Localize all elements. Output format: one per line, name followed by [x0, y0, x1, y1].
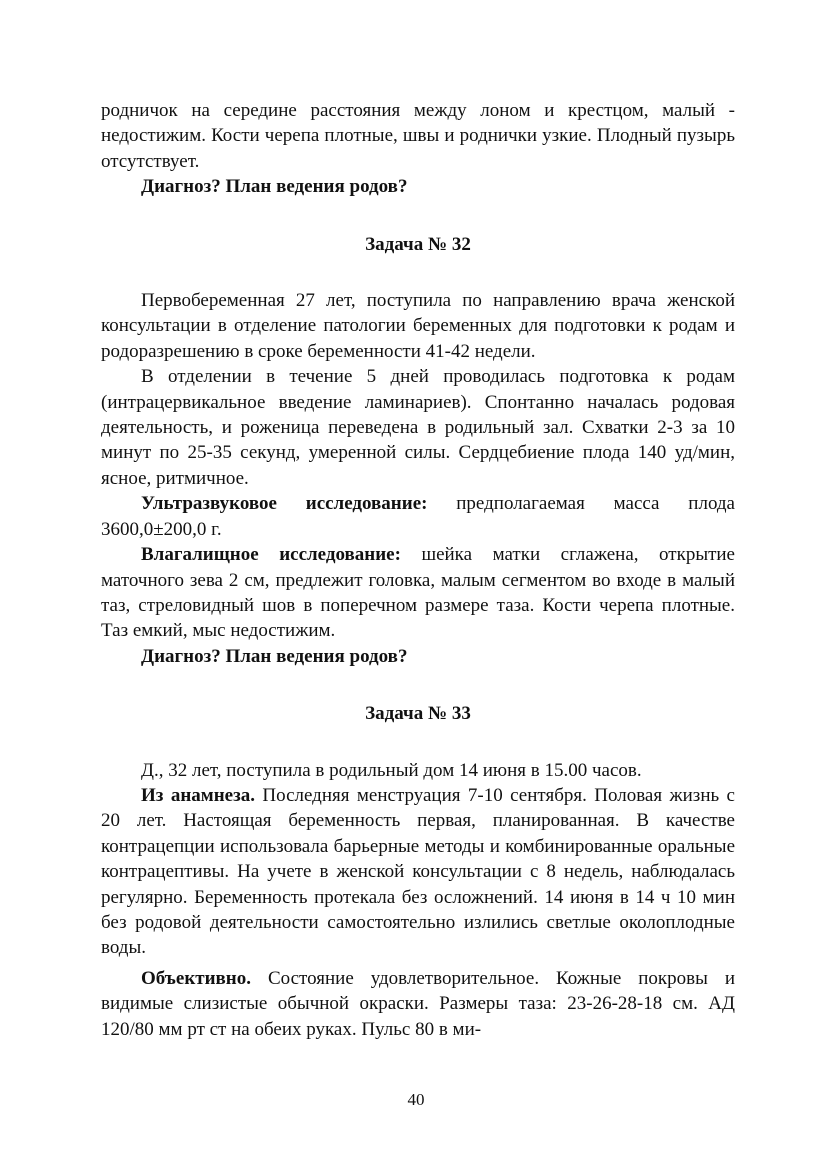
task-33-objective-paragraph [101, 966, 735, 1042]
question-line: Диагноз? План ведения родов? [141, 176, 408, 198]
page-number: 40 [407, 1090, 425, 1109]
continuation-paragraph: родничок на середине расстояния между лоном и крестцом, малый - недостижим. Кости черепа плотные, швы и роднички узкие. Плодный пузырь отсутствует. [101, 100, 735, 172]
objective-text: Состояние удовлетворительное. Кожные покровы и видимые слизистые обычной окраски. Размеры таза: 23-26-28-18 см. АД 120/80 мм рт ст на обеих руках. Пульс 80 в ми- [101, 967, 735, 1040]
task-32-paragraph-2: В отделении в течение 5 дней проводилась подготовка к родам (интрацервикальное введение ламинариев). Спонтанно началась родовая деятельность, и роженица переведена в родильный зал. Схватки 2-3 за 10 минут по 25-35 секунд, умеренной силы. Сердцебиение плода 140 уд/мин, ясное, ритмичное. [101, 366, 735, 489]
page-content [101, 98, 735, 1042]
task-32-vaginal-paragraph [101, 542, 735, 644]
ultrasound-label: Ультразвуковое исследование: [141, 493, 428, 515]
ultrasound-text: предполагаемая масса плода 3600,0±200,0 г. [101, 493, 735, 540]
task-32-question: Диагноз? План ведения родов? [141, 645, 408, 667]
task-33-paragraph-1: Д., 32 лет, поступила в родильный дом 14 июня в 15.00 часов. [141, 759, 642, 781]
objective-label: Объективно. [141, 967, 252, 989]
vaginal-exam-label: Влагалищное исследование: [141, 544, 401, 566]
task-33-title: Задача № 33 [365, 703, 471, 725]
task-33-anamnesis-paragraph [101, 783, 735, 961]
anamnesis-text: Последняя менструация 7-10 сентября. Половая жизнь с 20 лет. Настоящая беременность первая, планированная. В качестве контрацепции использовала барьерные методы и комбинированные оральные контрацептивы. На учете в женской консультации с 8 недель, наблюдалась регулярно. Беременность протекала без осложнений. 14 июня в 14 ч 10 мин без родовой деятельности самостоятельно излились светлые околоплодные воды. [101, 784, 735, 959]
anamnesis-label: Из анамнеза. [141, 784, 255, 806]
task-32-ultrasound-paragraph [101, 491, 735, 542]
task-32-title: Задача № 32 [365, 233, 471, 255]
task-32-paragraph-1: Первобеременная 27 лет, поступила по направлению врача женской консультации в отделение патологии беременных для подготовки к родам и родоразрешению в сроке беременности 41-42 недели. [101, 290, 735, 362]
vaginal-exam-text: шейка матки сглажена, открытие маточного зева 2 см, предлежит головка, малым сегментом во входе в малый таз, стреловидный шов в поперечном размере таза. Кости черепа плотные. Таз емкий, мыс недостижим. [101, 544, 735, 642]
